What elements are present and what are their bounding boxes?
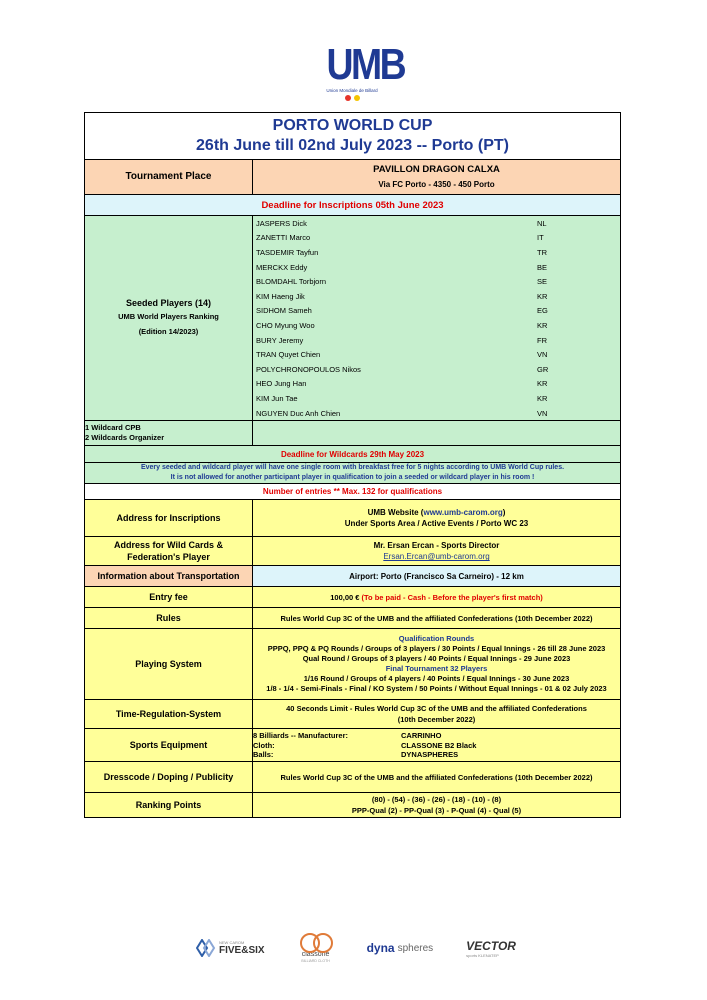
player-row [253,231,620,246]
player-name: HEO Jung Han [256,379,307,389]
yellow-dot-icon [354,95,360,101]
player-name: SIDHOM Sameh [256,306,312,316]
player-country: IT [537,233,544,243]
transport-row [85,566,621,587]
player-country: KR [537,291,548,301]
final-line-2: 1/8 - 1/4 - Semi-Finals - Final / KO System / 50 Points / Without Equal Innings - 01 & 02 July 2023 [266,684,607,694]
equipment-value: DYNASPHERES [401,750,459,760]
tournament-info-table [84,112,621,818]
equipment-value: CARRINHO [401,731,442,741]
playing-system-label: Playing System [85,629,253,700]
player-row [253,274,620,289]
player-country: TR [537,247,548,257]
player-name: TASDEMIR Tayfun [256,247,319,257]
deadline-inscriptions: Deadline for Inscriptions 05th June 2023 [85,195,621,216]
dresscode-row [85,762,621,793]
sponsor-logos [196,930,516,966]
equipment-key: 8 Billiards -- Manufacturer: [253,731,349,741]
final-line-1: 1/16 Round / Groups of 4 players / 40 Points / Equal Innings - 30 June 2023 [303,674,570,684]
tournament-place-label: Tournament Place [85,160,253,195]
player-name: BLOMDAHL Torbjorn [256,277,327,287]
sports-director-email-link[interactable]: Ersan.Ercan@umb-carom.org [383,552,490,562]
rules-label: Rules [85,608,253,629]
ranking-points-line-2: PPP-Qual (2) - PP-Qual (3) - P-Qual (4) - Qual (5) [351,806,522,816]
player-name: TRAN Quyet Chien [256,350,321,360]
sports-director-name: Mr. Ersan Ercan - Sports Director [373,541,500,551]
notice-row [85,463,621,484]
qualification-heading: Qualification Rounds [398,634,475,644]
website-path: Under Sports Area / Active Events / Porto WC 23 [344,519,529,529]
player-name: KIM Haeng Jik [256,291,305,301]
deadline-inscriptions-row [85,195,621,216]
equipment-label: Sports Equipment [85,729,253,762]
rules-row [85,608,621,629]
player-row [253,289,620,304]
player-row [253,333,620,348]
time-regulation-line-1: 40 Seconds Limit - Rules World Cup 3C of the UMB and the affiliated Confederations [286,704,587,714]
vector-logo [466,939,516,958]
event-dates: 26th June till 02nd July 2023 -- Porto (PT) [196,137,509,154]
address-inscriptions-row [85,500,621,537]
classone-logo [298,933,334,963]
entry-fee-row [85,587,621,608]
seeded-label: Seeded Players (14) [125,298,212,309]
umb-logo-subtitle: Union Mondiale de Billard [326,88,378,93]
red-dot-icon [345,95,351,101]
equipment-key: Cloth: [253,740,275,750]
vector-small: sports KLENATEP [466,952,499,958]
address-wildcards-row [85,537,621,566]
wildcards-empty-cell [253,421,621,446]
classone-rings-icon [298,933,334,951]
rules-value: Rules World Cup 3C of the UMB and the affiliated Confederations (10th December 2022) [253,608,621,629]
equipment-item [253,731,620,741]
classone-text: classone [301,951,330,958]
transport-value: Airport: Porto (Francisco Sa Carneiro) - 12 km [253,566,621,587]
fivesix-small: NEW CAROM [219,940,245,945]
spheres-text: spheres [397,942,434,954]
event-title: PORTO WORLD CUP [272,117,433,134]
player-country: FR [537,335,548,345]
player-country: BE [537,262,548,272]
fivesix-logo [196,939,265,957]
venue-name: PAVILLON DRAGON CALXA [373,164,500,175]
player-name: POLYCHRONOPOULOS Nikos [256,364,361,374]
equipment-item [253,750,620,760]
player-row [253,362,620,377]
player-name: KIM Jun Tae [256,393,298,403]
fivesix-text: FIVE&SIX [219,945,265,956]
player-row [253,406,620,421]
player-name: ZANETTI Marco [256,233,311,243]
player-name: BURY Jeremy [256,335,304,345]
player-country: EG [537,306,548,316]
entry-fee-label: Entry fee [85,587,253,608]
website-prefix: UMB Website ( [367,508,424,518]
player-row [253,260,620,275]
wildcard-organizer: 2 Wildcards Organizer [85,433,165,443]
qualification-line-1: PPPQ, PPQ & PQ Rounds / Groups of 3 players / 30 Points / Equal Innings - 26 till 28 June 2023 [267,644,606,654]
ranking-points-row [85,793,621,818]
player-country: KR [537,379,548,389]
entries-limit: Number of entries ** Max. 132 for qualifications [85,484,621,500]
player-row [253,391,620,406]
ranking-edition: (Edition 14/2023) [138,327,199,337]
equipment-key: Balls: [253,750,274,760]
vector-text: VECTOR [466,938,516,953]
player-row [253,347,620,362]
entries-row [85,484,621,500]
player-row [253,377,620,392]
equipment-value: CLASSONE B2 Black [401,740,477,750]
umb-website-line [253,507,620,518]
playing-system-row [85,629,621,700]
player-name: JASPERS Dick [256,218,307,228]
wildcards-row [85,421,621,446]
transport-label: Information about Transportation [85,566,253,587]
ranking-points-label: Ranking Points [85,793,253,818]
time-regulation-line-2: (10th December 2022) [397,715,476,725]
player-country: NL [537,218,547,228]
equipment-row [85,729,621,762]
notice-line-2: It is not allowed for another participant player in qualification to join a seeded or wildcard player in his room ! [170,474,535,482]
player-row [253,245,620,260]
player-country: GR [537,364,549,374]
wildcard-cpb: 1 Wildcard CPB [85,423,141,433]
dynaspheres-logo [367,941,434,955]
qualification-line-2: Qual Round / Groups of 3 players / 40 Points / Equal Innings - 29 June 2023 [302,654,571,664]
fivesix-diamond-icon [196,939,216,957]
player-row [253,304,620,319]
entry-fee-amount: 100,00 € [330,592,360,602]
notice-line-1: Every seeded and wildcard player will have one single room with breakfast free for 5 nights according to UMB World Cup rules. [140,464,565,472]
classone-small: BILLIARD CLOTH [301,959,330,963]
final-heading: Final Tournament 32 Players [385,664,488,674]
player-country: VN [537,408,548,418]
player-name: NGUYEN Duc Anh Chien [256,408,341,418]
umb-website-link[interactable]: www.umb-carom.org [423,508,503,518]
deadline-wildcards-row [85,446,621,463]
player-name: CHO Myung Woo [256,320,315,330]
tournament-place-row [85,160,621,195]
title-row [85,113,621,160]
player-country: VN [537,350,548,360]
venue-address: Via FC Porto - 4350 - 450 Porto [378,180,495,189]
seeded-players-row [85,216,621,421]
player-country: KR [537,393,548,403]
ranking-label: UMB World Players Ranking [118,312,219,322]
player-row [253,216,620,231]
dresscode-label: Dresscode / Doping / Publicity [85,762,253,793]
website-suffix: ) [502,508,506,518]
player-country: KR [537,320,548,330]
address-wildcards-label-1: Address for Wild Cards & [114,540,223,551]
equipment-item [253,741,620,751]
address-wildcards-label-2: Federation's Player [127,552,210,563]
player-country: SE [537,277,548,287]
ranking-points-line-1: (80) - (54) - (36) - (26) - (18) - (10) - (8) [371,795,502,805]
address-inscriptions-label: Address for Inscriptions [85,500,253,537]
time-regulation-row [85,700,621,729]
logo-dots [322,95,382,101]
dyna-text: dyna [366,941,395,955]
umb-logo-mark: UMB [326,40,405,89]
player-row [253,318,620,333]
time-regulation-label: Time-Regulation-System [85,700,253,729]
entry-fee-note: (To be paid - Cash - Before the player's first match) [359,592,543,602]
seeded-players-list [253,216,620,420]
umb-logo [322,40,405,108]
equipment-list [253,729,621,762]
player-name: MERCKX Eddy [256,262,308,272]
deadline-wildcards: Deadline for Wildcards 29th May 2023 [85,446,621,463]
dresscode-value: Rules World Cup 3C of the UMB and the affiliated Confederations (10th December 2022) [253,762,621,793]
